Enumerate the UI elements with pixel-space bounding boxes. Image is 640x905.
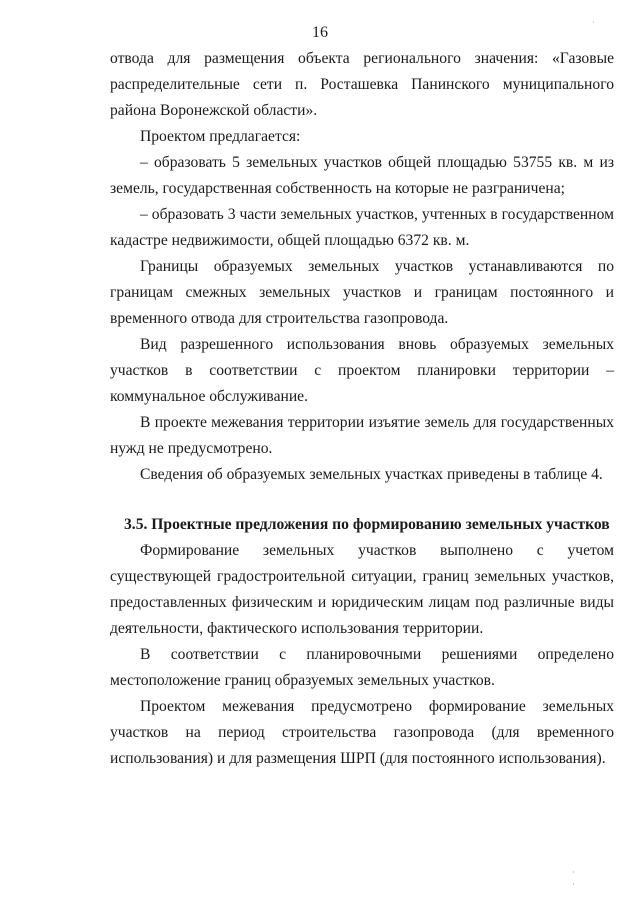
paragraph-formation: Формирование земельных участков выполнено с учетом существующей градостроительной ситуации, границ земельных участков, предоставленных физическим и юридическим лицам под различные виды деятельности, фактического использования территории.	[110, 542, 614, 637]
list-item-plots: – образовать 5 земельных участков общей площадью 53755 кв. м из земель, государственная собственность на которые не разграничена;	[110, 154, 614, 197]
scan-mark: ·	[592, 18, 595, 27]
paragraph-land-withdrawal: В проекте межевания территории изъятие земель для государственных нужд не предусмотрено.	[110, 414, 614, 457]
paragraph-location: В соответствии с планировочными решениями определено местоположение границ образуемых земельных участков.	[110, 646, 614, 689]
section-heading: 3.5. Проектные предложения по формированию земельных участков	[124, 516, 610, 533]
document-body	[110, 46, 614, 772]
paragraph-permitted-use: Вид разрешенного использования вновь образуемых земельных участков в соответствии с проектом планировки территории – коммунальное обслуживание.	[110, 336, 614, 405]
scan-mark: ·	[572, 868, 575, 877]
page-number: 16	[312, 24, 328, 41]
paragraph-construction-period: Проектом межевания предусмотрено формирование земельных участков на период строительства газопровода (для временного использования) и для размещения ШРП (для постоянного использования).	[110, 698, 614, 767]
paragraph-table-reference: Сведения об образуемых земельных участках приведены в таблице 4.	[140, 466, 603, 483]
paragraph-proposal-intro: Проектом предлагается:	[140, 128, 301, 145]
scan-mark: ·	[572, 880, 575, 889]
paragraph-continuation: отвода для размещения объекта регионального значения: «Газовые распределительные сети п. Росташевка Панинского муниципального района Воронежской области».	[110, 50, 614, 119]
paragraph-boundaries: Границы образуемых земельных участков устанавливаются по границам смежных земельных участков и границам постоянного и временного отвода для строительства газопровода.	[110, 258, 614, 327]
list-item-plot-parts: – образовать 3 части земельных участков, учтенных в государственном кадастре недвижимости, общей площадью 6372 кв. м.	[110, 206, 614, 249]
